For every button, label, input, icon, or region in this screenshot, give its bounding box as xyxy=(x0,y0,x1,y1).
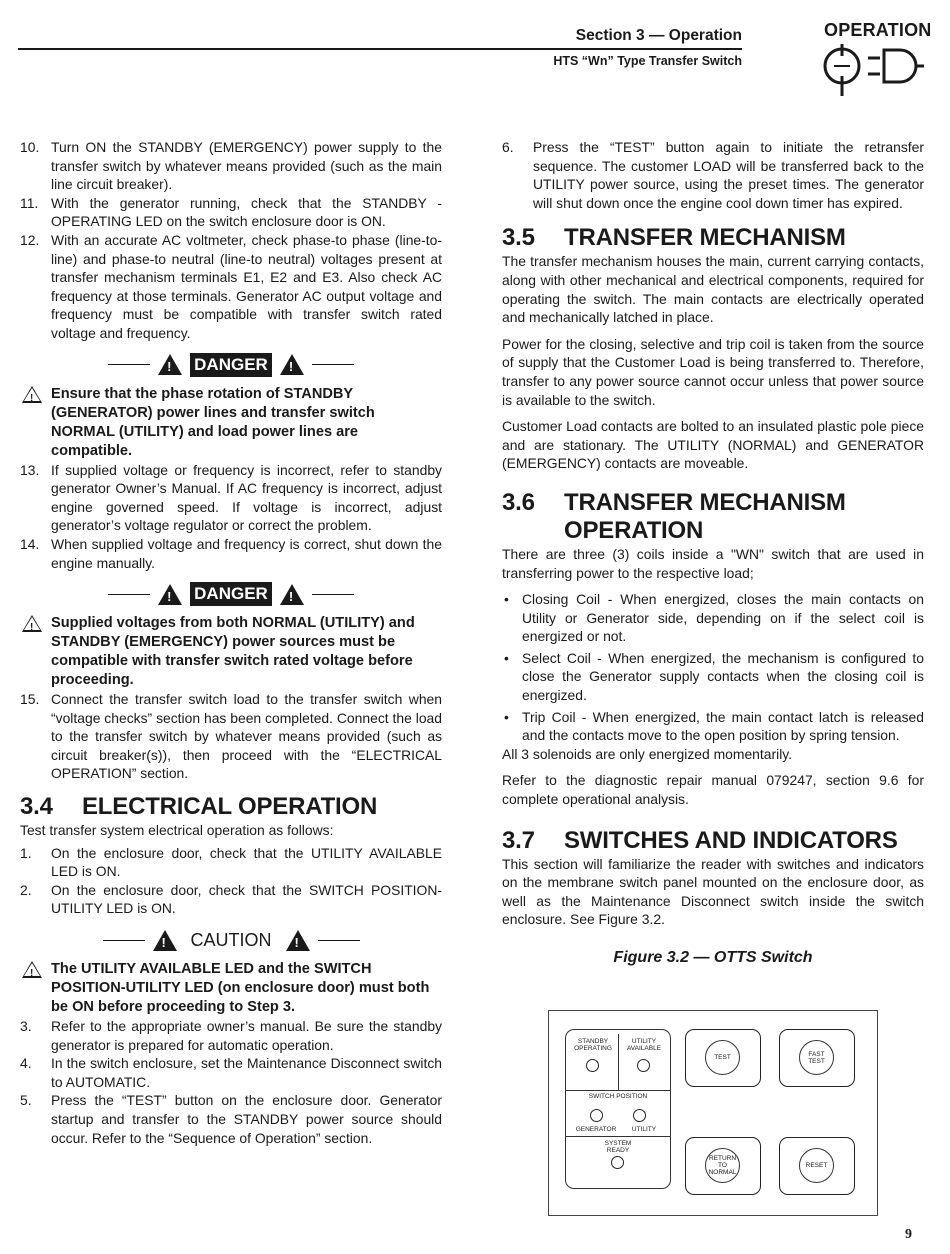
step-text: Refer to the appropriate owner’s manual. Be sure the standby generator is prepared for automatic operation. xyxy=(51,1018,442,1053)
switch-position-label: SWITCH POSITION xyxy=(588,1093,648,1100)
section-heading-text: TRANSFER MECHANISM xyxy=(564,488,846,516)
notice-text: The UTILITY AVAILABLE LED and the SWITCH POSITION-UTILITY LED (on enclosure door) must both be ON before proceeding to Step 3. xyxy=(51,961,430,1016)
test-button-label: TEST xyxy=(705,1040,740,1075)
reset-button-label: RESET xyxy=(799,1148,834,1183)
caution-notice xyxy=(20,960,442,1017)
figure-caption: Figure 3.2 — OTTS Switch xyxy=(613,949,813,966)
section-heading-text: ELECTRICAL OPERATION xyxy=(82,793,378,821)
step-number: 3. xyxy=(20,1018,32,1035)
fast-test-button-label: FAST TEST xyxy=(799,1040,834,1075)
led-indicator-group xyxy=(565,1029,671,1189)
danger-banner xyxy=(20,578,442,610)
test-button[interactable] xyxy=(685,1029,761,1087)
danger-notice xyxy=(20,385,442,461)
step-11 xyxy=(20,194,442,231)
warning-triangle-icon xyxy=(158,354,182,375)
danger-label: DANGER xyxy=(190,353,272,377)
step-3 xyxy=(20,1017,442,1054)
banner-rule xyxy=(312,364,354,365)
warning-triangle-icon xyxy=(280,584,304,605)
divider xyxy=(566,1136,670,1137)
bullet-mark: • xyxy=(504,591,509,608)
step-number: 10. xyxy=(20,139,40,155)
caution-label: CAUTION xyxy=(190,929,272,950)
caution-triangle-icon xyxy=(22,615,42,632)
step-number: 1. xyxy=(20,844,32,861)
standby-operating-label: STANDBY OPERATING xyxy=(574,1038,612,1052)
step-number: 11. xyxy=(20,194,39,211)
step-12 xyxy=(20,231,442,343)
generator-position-led xyxy=(590,1109,603,1122)
step-14 xyxy=(20,535,442,572)
utility-available-label: UTILITY AVAILABLE xyxy=(626,1038,662,1052)
system-ready-label: SYSTEM READY xyxy=(604,1140,632,1154)
step-text: Press the “TEST” button on the enclosure door. Generator startup and transfer to the STANDBY power source should occur. Refer to the “Sequence of Operation” section. xyxy=(51,1092,442,1146)
danger-label: DANGER xyxy=(190,582,272,606)
danger-banner xyxy=(20,349,442,381)
step-4 xyxy=(20,1054,442,1091)
warning-triangle-icon xyxy=(286,930,310,951)
step-10 xyxy=(20,138,442,194)
section-number: 3.6 xyxy=(502,488,535,516)
divider xyxy=(618,1034,619,1090)
utility-position-led xyxy=(633,1109,646,1122)
paragraph: This section will familiarize the reader with switches and indicators on the membrane switch panel mounted on the enclosure door, as well as the Maintenance Disconnect switch inside the switch enclosure. See Figure 3.2. xyxy=(502,855,924,928)
bullet-text: Select Coil - When energized, the mechanism is configured to close the Generator supply contacts when the closing coil is energized. xyxy=(522,649,924,704)
system-ready-led xyxy=(611,1156,624,1169)
paragraph: There are three (3) coils inside a "WN" switch that are used in transferring power to the respective load; xyxy=(502,545,924,581)
list-item xyxy=(502,708,924,745)
step-number: 13. xyxy=(20,461,40,478)
section-heading-3-5 xyxy=(502,224,924,252)
paragraph: Refer to the diagnostic repair manual 079247, section 9.6 for complete operational analysis. xyxy=(502,772,924,808)
caution-triangle-icon xyxy=(22,961,42,978)
step-text: With an accurate AC voltmeter, check phase-to phase (line-to-line) and phase-to neutral (line-to neutral) voltages present at transfer mechanism terminals E1, E2 and E3. Also check AC frequency at those terminals. Generator AC output voltage and frequency must be compatible with transfer switch rated voltage and frequency. xyxy=(51,231,442,341)
warning-triangle-icon xyxy=(280,354,304,375)
section-heading-3-4 xyxy=(20,793,442,821)
operation-tag: OPERATION xyxy=(824,20,932,40)
banner-rule xyxy=(108,594,150,595)
step-2 xyxy=(20,881,442,918)
step-number: 14. xyxy=(20,535,40,552)
warning-triangle-icon xyxy=(153,930,177,951)
left-column xyxy=(20,138,442,1147)
step-15 xyxy=(20,690,442,783)
utility-available-led xyxy=(637,1059,650,1072)
section-heading-text-cont: OPERATION xyxy=(564,516,704,544)
list-item xyxy=(502,590,924,646)
right-column xyxy=(502,138,924,968)
return-to-normal-button[interactable] xyxy=(685,1137,761,1195)
fast-test-button[interactable] xyxy=(779,1029,855,1087)
notice-text: Supplied voltages from both NORMAL (UTILITY) and STANDBY (EMERGENCY) power sources must be compatible with transfer switch rated voltage before proceeding. xyxy=(51,615,415,689)
banner-rule xyxy=(312,594,354,595)
danger-notice xyxy=(20,614,442,690)
step-number: 6. xyxy=(502,139,514,155)
bullet-text: Trip Coil - When energized, the main contact latch is released and the contacts move to the open position by spring tension. xyxy=(522,708,924,744)
caution-triangle-icon xyxy=(22,386,42,403)
step-6 xyxy=(502,138,924,212)
section-subtitle: HTS “Wn” Type Transfer Switch xyxy=(553,54,742,68)
banner-rule xyxy=(108,364,150,365)
paragraph: The transfer mechanism houses the main, current carrying contacts, along with other mechanical and electrical components, required for operating the switch. The main contacts are electrically operated and mechanically latched in place. xyxy=(502,253,924,326)
step-text: In the switch enclosure, set the Maintenance Disconnect switch to AUTOMATIC. xyxy=(51,1055,442,1090)
banner-rule xyxy=(318,940,360,941)
step-text: With the generator running, check that the STANDBY - OPERATING LED on the switch enclosure door is ON. xyxy=(51,194,442,230)
section-number: 3.5 xyxy=(502,224,535,252)
banner-rule xyxy=(103,940,145,941)
section-number: 3.4 xyxy=(20,793,53,821)
bullet-text: Closing Coil - When energized, closes the main contacts on Utility or Generator side, depending on if the select coil is energized or not. xyxy=(522,591,924,645)
step-number: 4. xyxy=(20,1055,32,1072)
step-number: 15. xyxy=(20,691,40,708)
section-heading-3-6 xyxy=(502,489,924,545)
notice-text: Ensure that the phase rotation of STANDBY (GENERATOR) power lines and transfer switch NORMAL (UTILITY) and load power lines are compatible. xyxy=(51,385,375,459)
plug-socket-icon xyxy=(820,44,926,100)
paragraph: Customer Load contacts are bolted to an insulated plastic pole piece and are stationary. The UTILITY (NORMAL) and GENERATOR (EMERGENCY) contacts are moveable. xyxy=(502,418,924,472)
step-text: On the enclosure door, check that the UTILITY AVAILABLE LED is ON. xyxy=(51,844,442,880)
step-1 xyxy=(20,844,442,881)
reset-button[interactable] xyxy=(779,1137,855,1195)
step-13 xyxy=(20,461,442,535)
caution-banner xyxy=(20,924,442,956)
utility-label: UTILITY xyxy=(631,1126,657,1133)
standby-operating-led xyxy=(586,1059,599,1072)
step-text: On the enclosure door, check that the SWITCH POSITION-UTILITY LED is ON. xyxy=(51,881,442,917)
otts-switch-panel xyxy=(548,1010,878,1216)
paragraph: Power for the closing, selective and trip coil is taken from the source of supply that the Customer Load is being transferred to. Therefore, transfer to any power source cannot occur unless that power source is available to the switch. xyxy=(502,335,924,408)
step-number: 5. xyxy=(20,1092,32,1109)
step-5 xyxy=(20,1091,442,1147)
step-text: Turn ON the STANDBY (EMERGENCY) power supply to the transfer switch by whatever means provided (such as the main line circuit breaker). xyxy=(51,139,442,193)
bullet-mark: • xyxy=(504,649,509,666)
section-heading-3-7 xyxy=(502,827,924,855)
return-to-normal-button-label: RETURN TO NORMAL xyxy=(705,1148,740,1183)
step-text: Press the “TEST” button again to initiate the retransfer sequence. The customer LOAD will be transferred back to the UTILITY power source, using the preset times. The generator will shut down once the engine cool down timer has expired. xyxy=(533,139,924,211)
list-item xyxy=(502,649,924,705)
section-heading-text: TRANSFER MECHANISM xyxy=(564,224,846,252)
section-heading-text: SWITCHES AND INDICATORS xyxy=(564,826,898,854)
step-text: When supplied voltage and frequency is correct, shut down the engine manually. xyxy=(51,535,442,571)
step-text: If supplied voltage or frequency is incorrect, refer to standby generator Owner’s Manual. If AC frequency is incorrect, adjust engine governed speed. If voltage is incorrect, adjust generator’s voltage regulator or correct the problem. xyxy=(51,461,442,534)
step-number: 12. xyxy=(20,231,40,248)
warning-triangle-icon xyxy=(158,584,182,605)
section-number: 3.7 xyxy=(502,826,535,854)
section-title: Section 3 — Operation xyxy=(575,27,742,44)
page-number: 9 xyxy=(905,1227,912,1242)
generator-label: GENERATOR xyxy=(575,1126,617,1133)
section-intro: Test transfer system electrical operation as follows: xyxy=(20,822,334,839)
bullet-mark: • xyxy=(504,708,509,725)
divider xyxy=(566,1090,670,1091)
header-rule xyxy=(18,48,742,50)
step-text: Connect the transfer switch load to the transfer switch when “voltage checks” section has been completed. Connect the load to the transfer switch by whatever means provided (such as circuit breaker(s)), then proceed with the “ELECTRICAL OPERATION” section. xyxy=(51,691,442,782)
step-number: 2. xyxy=(20,881,32,898)
paragraph: All 3 solenoids are only energized momentarily. xyxy=(502,745,793,762)
